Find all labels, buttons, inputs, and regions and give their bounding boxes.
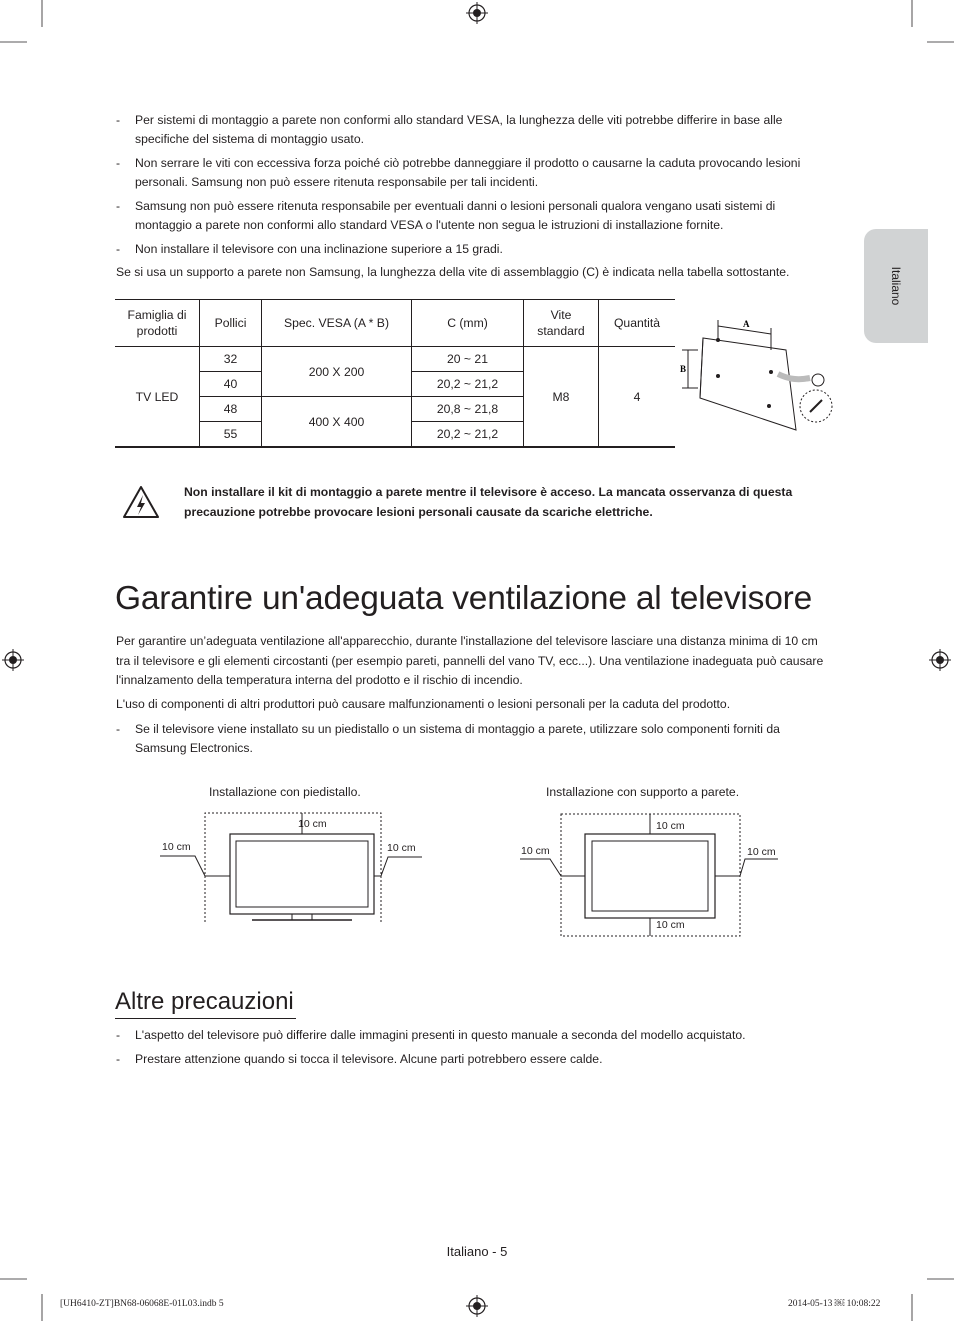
side-tab-label: Italiano <box>889 266 903 306</box>
header-c-mm: C (mm) <box>412 300 524 347</box>
stand-installation-diagram <box>160 810 430 930</box>
header-vesa: Spec. VESA (A * B) <box>262 300 412 347</box>
stand-left-distance: 10 cm <box>162 841 191 853</box>
wall-bottom-distance: 10 cm <box>656 919 685 931</box>
wall-left-distance: 10 cm <box>521 845 550 857</box>
heading-underline <box>115 1018 296 1019</box>
bullet-samsung-components: - Se il televisore viene installato su un piedistallo o un sistema di montaggio a parete, utilizzare solo componenti forniti da Samsung Electronics. <box>116 722 780 755</box>
registration-mark-top <box>466 2 488 24</box>
bullet-hot-parts: - Prestare attenzione quando si tocca il televisore. Alcune parti potrebbero essere calde. <box>116 1052 603 1066</box>
cell-inches: 55 <box>200 422 262 448</box>
cell-vesa: 400 X 400 <box>262 397 412 448</box>
cell-vesa: 200 X 200 <box>262 347 412 397</box>
registration-mark-bottom <box>466 1295 488 1317</box>
electric-warning-icon <box>122 485 160 519</box>
registration-mark-right <box>929 649 951 671</box>
caption-wall: Installazione con supporto a parete. <box>546 785 740 799</box>
wall-top-distance: 10 cm <box>656 820 685 832</box>
page-number: Italiano - 5 <box>446 1244 508 1259</box>
label-b: B <box>680 364 687 374</box>
wall-mount-diagram <box>678 310 838 435</box>
registration-mark-left <box>2 649 24 671</box>
third-party-paragraph: L'uso di componenti di altri produttori può causare malfunzionamenti o lesioni personali per la caduta del prodotto. <box>116 697 731 711</box>
cell-inches: 48 <box>200 397 262 422</box>
bullet-appearance: - L'aspetto del televisore può differire dalle immagini presenti in questo manuale a seconda del modello acquistato. <box>116 1028 746 1042</box>
slug-date: 2014-05-13 ￼ 10:08:22 <box>788 1299 881 1309</box>
header-inches: Pollici <box>200 300 262 347</box>
cell-inches: 40 <box>200 372 262 397</box>
bullet-vesa-screws: - Per sistemi di montaggio a parete non conformi allo standard VESA, la lunghezza delle viti potrebbe differire in base alle specifiche del sistema di montaggio usato. <box>116 113 783 146</box>
header-family: Famiglia di prodotti <box>115 300 200 347</box>
language-side-tab <box>864 229 928 343</box>
cell-screw: M8 <box>524 347 599 448</box>
stand-top-distance: 10 cm <box>298 818 327 830</box>
bullet-liability: - Samsung non può essere ritenuta responsabile per eventuali danni o lesioni personali qualora vengano usati sistemi di montaggio a parete non conformi allo standard VESA o l'utente non segua le istruzioni di installazione fornite. <box>116 199 776 232</box>
bullet-screw-force: - Non serrare le viti con eccessiva forza poiché ciò potrebbe danneggiare il prodotto o causarne la caduta provocando lesioni personali. Samsung non può essere ritenuta responsabile per tali incidenti. <box>116 156 801 189</box>
slug-file: [UH6410-ZT]BN68-06068E-01L03.indb 5 <box>60 1299 224 1309</box>
cell-qty: 4 <box>599 347 676 448</box>
caption-stand: Installazione con piedistallo. <box>209 785 361 799</box>
cell-c-mm: 20,8 ~ 21,8 <box>412 397 524 422</box>
cell-inches: 32 <box>200 347 262 372</box>
label-a: A <box>743 319 750 329</box>
wall-right-distance: 10 cm <box>747 846 776 858</box>
cell-c-mm: 20,2 ~ 21,2 <box>412 372 524 397</box>
vesa-table <box>115 299 675 448</box>
header-qty: Quantità <box>599 300 676 347</box>
precautions-heading: Altre precauzioni <box>115 988 294 1015</box>
stand-right-distance: 10 cm <box>387 842 416 854</box>
wall-installation-diagram <box>520 810 790 940</box>
ventilation-paragraph: Per garantire un’adeguata ventilazione all'apparecchio, durante l'installazione del televisore lasciare una distanza minima di 10 cm tra il televisore e gli elementi circostanti (per esempio pareti, pannelli del vano TV, ecc...). Una ventilazione inadeguata può causare l'innalzamento della temperatura interna del prodotto e il rischio di incendio. <box>116 634 824 687</box>
warning-text: Non installare il kit di montaggio a parete mentre il televisore è acceso. La mancata osservanza di questa precauzione potrebbe provocare lesioni personali causate da scariche elettriche. <box>184 485 793 519</box>
cell-family: TV LED <box>115 347 200 448</box>
ventilation-heading: Garantire un'adeguata ventilazione al televisore <box>115 580 813 617</box>
cell-c-mm: 20 ~ 21 <box>412 347 524 372</box>
header-screw: Vite standard <box>524 300 599 347</box>
table-intro: Se si usa un supporto a parete non Samsung, la lunghezza della vite di assemblaggio (C) è indicata nella tabella sottostante. <box>116 265 790 279</box>
bullet-inclination: - Non installare il televisore con una inclinazione superiore a 15 gradi. <box>116 242 503 256</box>
cell-c-mm: 20,2 ~ 21,2 <box>412 422 524 448</box>
